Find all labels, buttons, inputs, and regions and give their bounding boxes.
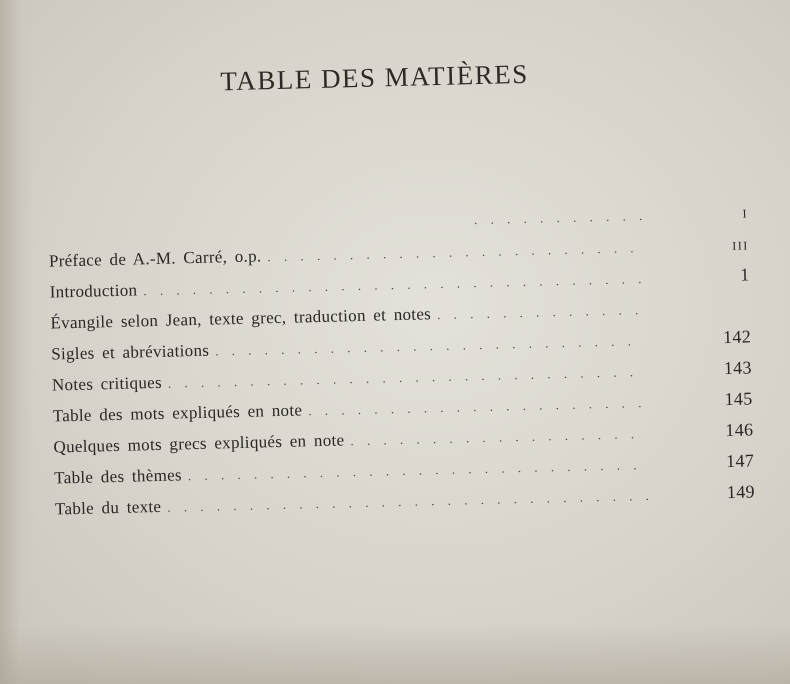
- toc-entry-label: Préface de A.-M. Carré, o.p.: [48, 246, 262, 271]
- toc-entry-page: I: [742, 206, 749, 221]
- toc-entry-label: Table des mots expliqués en note: [52, 400, 303, 426]
- toc-entry-page: 142: [722, 326, 752, 348]
- table-of-contents: [48, 197, 755, 524]
- toc-entry-page: 146: [725, 419, 754, 441]
- toc-entry-label: Notes critiques: [51, 372, 163, 395]
- toc-entry-label: Sigles et abréviations: [50, 340, 210, 364]
- toc-leader-dots: [437, 294, 645, 330]
- toc-entry-page: 145: [724, 388, 753, 410]
- toc-entry-page: III: [732, 238, 749, 253]
- toc-entry-page: 1: [739, 264, 750, 285]
- toc-entry-page: 143: [723, 357, 752, 379]
- toc-leader-dots: [474, 200, 643, 235]
- toc-entry-page: [700, 311, 750, 312]
- toc-entry-label: Table du texte: [54, 496, 162, 519]
- page-title: TABLE DES MATIÈRES: [220, 58, 530, 97]
- toc-entry-page: 147: [725, 450, 755, 472]
- toc-entry-page: 149: [726, 481, 756, 503]
- toc-entry-label: Table des thèmes: [54, 465, 183, 488]
- toc-entry-label: Quelques mots grecs expliqués en note: [53, 430, 345, 457]
- toc-entry-label: Introduction: [49, 280, 138, 302]
- toc-entry-label: Évangile selon Jean, texte grec, traduction et notes: [50, 304, 432, 333]
